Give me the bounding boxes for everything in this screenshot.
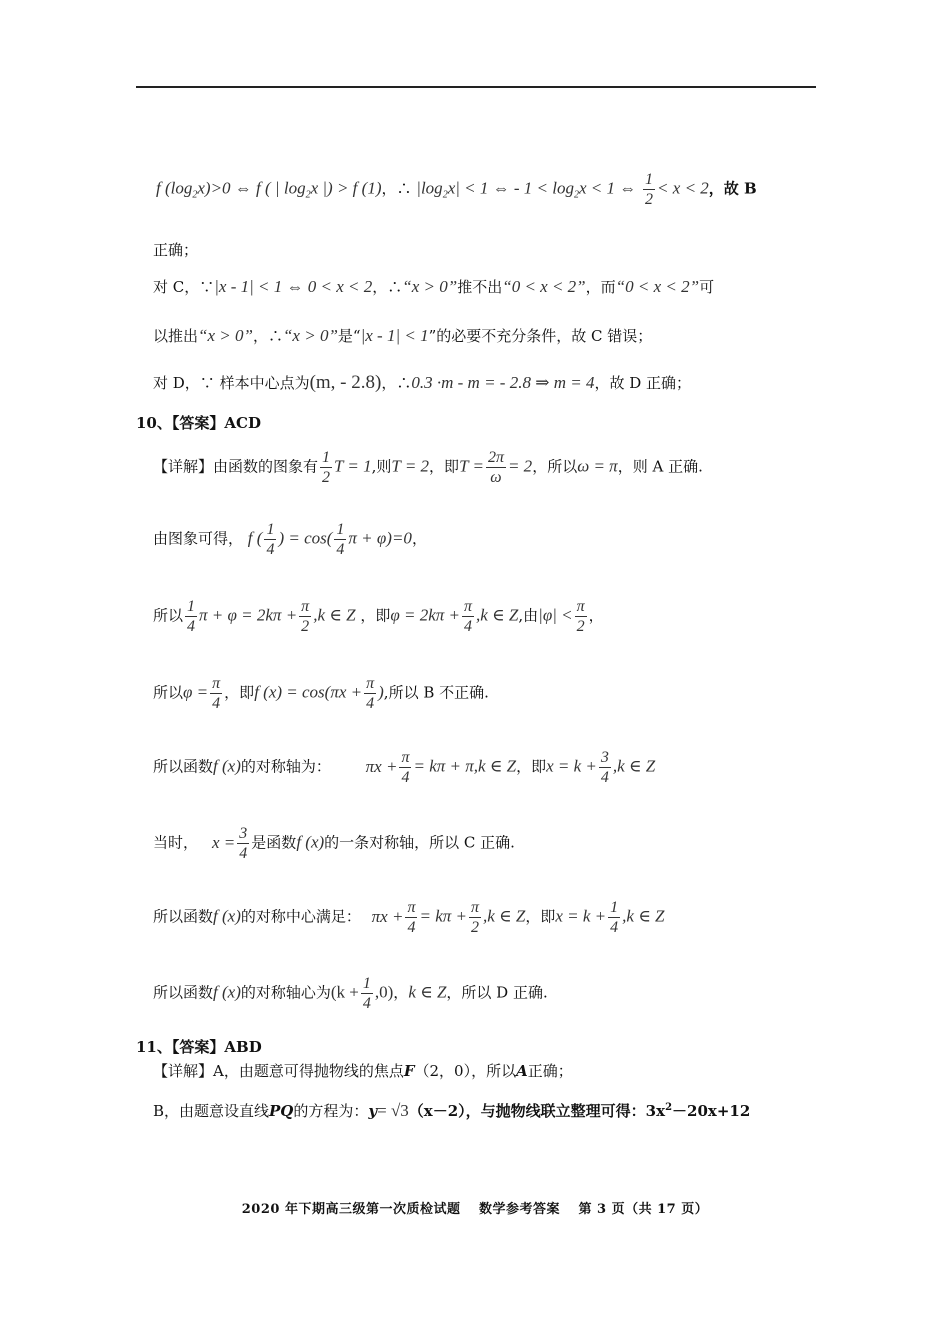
line-necessary-condition: 以推出“x > 0”，∴“x > 0”是“|x - 1| < 1”的必要不充分条件，故 C 错误； [153,326,653,345]
answer-10-heading: 10、【答案】ACD [136,414,261,432]
line-log-inequality: f $(\log_2x)>0$ ⇔ f ( | $\log_2x$ |) > f (1)，∴ $|\log_2x| < 1$ ⇔ - $1 < \log_2x < 1$ ⇔ $\frac{1}{2}$ < x < 2，故 B [156,171,757,208]
line-phi-solution: 所以 $\frac{1}{4}$ π + φ = 2kπ + $\frac{\pi}{2}$ ,k ∈ Z ，即φ = 2kπ + $\frac{\pi}{4}$ ,k ∈ Z,由|φ| < $\frac{\pi}{2}$ ， [153,598,604,635]
line-detail-period: 【详解】由函数的图象有 $\frac{1}{2}$ T = 1,则T = 2，即T = $\frac{2\pi}{\omega}$ = 2，所以ω = π，则 A 正确. [153,449,703,486]
line-line-pq: B，由题意设直线PQ的方程为：y= √3（x－2），与抛物线联立整理可得：$3x^2-20x+12$ [153,1101,751,1120]
header-rule [136,86,816,88]
page-footer: 2020 年下期高三级第一次质检试题 数学参考答案 第 3 页（共 17 页） [241,1202,709,1217]
line-correct: 正确； [153,241,199,259]
line-option-c: 对 C，∵|x - 1| < 1 ⇔ 0 < x < 2，∴“x > 0”推不出“0 < x < 2”，而“0 < x < 2”可 [153,277,715,296]
line-option-d: 对 D，∵ 样本中心点为(m, - 2.8)，∴0.3 ·m - m = - 2.8 ⇒ m = 4，故 D 正确； [153,372,692,393]
fraction-one-half: $\frac{1}{2}$ [645,171,654,208]
line-when-x: 当时， x = $\frac{3}{4}$ 是函数f (x)的一条对称轴，所以 C 正确. [153,825,515,862]
line-function-expression: 所以φ = $\frac{\pi}{4}$ ，即f (x) = cos(πx + $\frac{\pi}{4}$ ),所以 B 不正确. [153,675,489,712]
line-focus-point: 【详解】A，由题意可得抛物线的焦点F（2，0），所以A正确； [153,1062,573,1080]
line-from-graph: 由图象可得， f ( $\frac{1}{4}$ ) = cos( $\frac{1}{4}$ π + φ)=0， [153,521,427,558]
line-axis-of-symmetry: 所以函数f (x)的对称轴为： πx + $\frac{\pi}{4}$ = kπ + π,k ∈ Z，即x = k + $\frac{3}{4}$ ,k ∈ Z [153,749,656,786]
line-symmetry-center-result: 所以函数f (x)的对称轴心为(k + $\frac{1}{4}$ ,0)，k ∈ Z，所以 D 正确. [153,975,548,1012]
answer-11-heading: 11、【答案】ABD [136,1038,262,1056]
line-center-of-symmetry: 所以函数f (x)的对称中心满足： πx + $\frac{\pi}{4}$ = kπ + $\frac{\pi}{2}$ ,k ∈ Z，即x = k + $\frac{1}{4}$ ,k ∈ Z [153,899,665,936]
